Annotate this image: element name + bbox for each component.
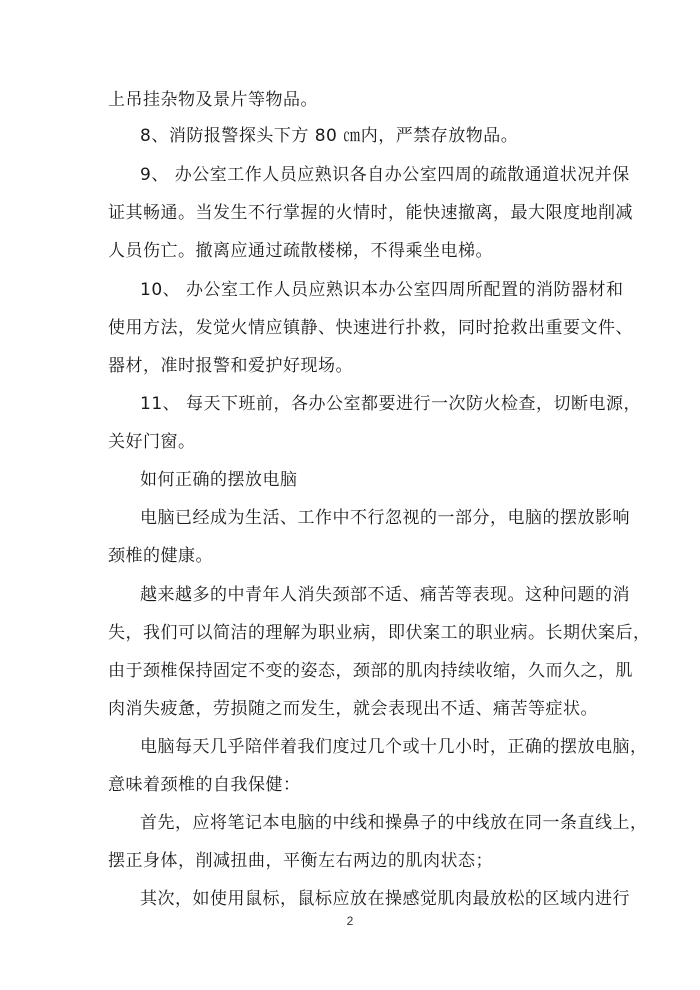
text-line: 失，我们可以简洁的理解为职业病，即伏案工的职业病。长期伏案后，: [108, 623, 651, 643]
text-line: 证其畅通。当发生不行掌握的火情时，能快速撤离，最大限度地削减: [108, 203, 633, 223]
text-line: 越来越多的中青年人消失颈部不适、痛苦等表现。这种问题的消: [140, 585, 630, 605]
text-line: 由于颈椎保持固定不变的姿态，颈部的肌肉持续收缩，久而久之，肌: [108, 661, 633, 681]
section-heading: 如何正确的摆放电脑: [140, 470, 298, 490]
text-line: 11、 每天下班前，各办公室都要进行一次防火检查，切断电源，: [140, 394, 642, 414]
text-line: 关好门窗。: [108, 432, 196, 452]
text-line: 肉消失疲惫，劳损随之而发生，就会表现出不适、痛苦等症状。: [108, 699, 598, 719]
text-line: 电脑每天几乎陪伴着我们度过几个或十几小时，正确的摆放电脑，: [140, 737, 648, 757]
text-line: 使用方法，发觉火情应镇静、快速进行扑救，同时抢救出重要文件、: [108, 318, 633, 338]
text-line: 上吊挂杂物及景片等物品。: [108, 90, 318, 110]
text-line: 8、消防报警探头下方 80 ㎝内，严禁存放物品。: [140, 126, 519, 146]
text-line: 摆正身体，削减扭曲，平衡左右两边的肌肉状态；: [108, 851, 493, 871]
text-line: 其次，如使用鼠标，鼠标应放在操感觉肌肉最放松的区域内进行: [140, 889, 630, 909]
text-line: 首先，应将笔记本电脑的中线和操鼻子的中线放在同一条直线上，: [140, 813, 648, 833]
text-line: 颈椎的健康。: [108, 546, 213, 566]
text-line: 器材，准时报警和爱护好现场。: [108, 356, 353, 376]
page-number: 2: [346, 914, 354, 928]
text-line: 意味着颈椎的自我保健：: [108, 775, 301, 795]
text-line: 人员伤亡。撤离应通过疏散楼梯，不得乘坐电梯。: [108, 241, 493, 261]
text-line: 电脑已经成为生活、工作中不行忽视的一部分，电脑的摆放影响: [140, 508, 630, 528]
text-line: 10、 办公室工作人员应熟识本办公室四周所配置的消防器材和: [140, 280, 624, 300]
text-line: 9、 办公室工作人员应熟识各自办公室四周的疏散通道状况并保: [140, 165, 630, 185]
